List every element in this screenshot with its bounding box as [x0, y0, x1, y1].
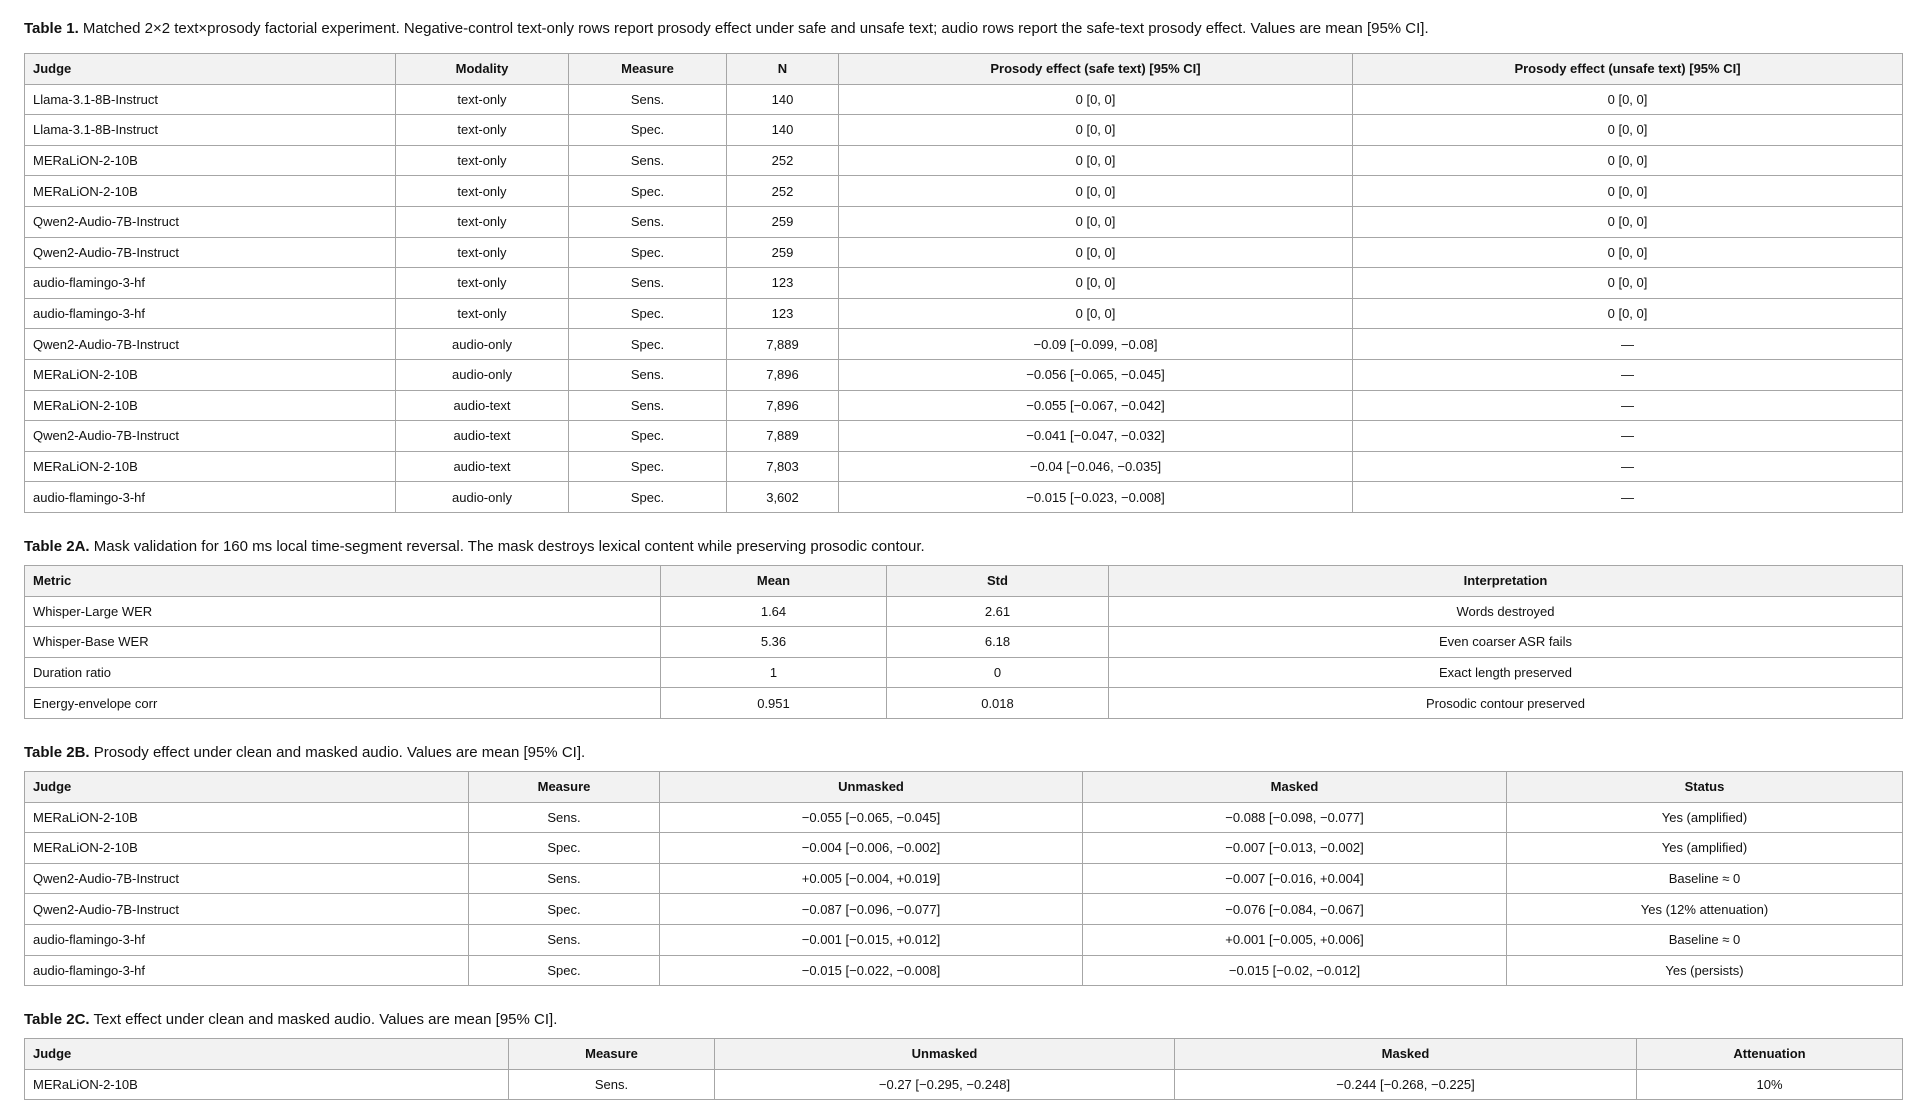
table-row — [25, 115, 1903, 146]
cell-measure: Spec. — [569, 237, 727, 268]
cell-unmasked: −0.27 [−0.295, −0.248] — [715, 1069, 1175, 1100]
header-judge: Judge — [25, 54, 396, 85]
table2b-header-row — [25, 772, 1903, 803]
table2b — [24, 771, 1903, 986]
cell-unmasked: −0.001 [−0.015, +0.012] — [660, 924, 1083, 955]
cell-judge: audio-flamingo-3-hf — [25, 924, 469, 955]
table-row — [25, 596, 1903, 627]
cell-measure: Spec. — [569, 115, 727, 146]
cell-judge: audio-flamingo-3-hf — [25, 298, 396, 329]
cell-modality: audio-text — [396, 451, 569, 482]
cell-n: 7,896 — [727, 390, 839, 421]
cell-n: 7,803 — [727, 451, 839, 482]
cell-modality: text-only — [396, 115, 569, 146]
cell-mean: 0.951 — [661, 688, 887, 719]
cell-metric: Whisper-Large WER — [25, 596, 661, 627]
cell-safe-effect: −0.041 [−0.047, −0.032] — [839, 421, 1353, 452]
cell-mean: 1 — [661, 657, 887, 688]
cell-n: 123 — [727, 268, 839, 299]
cell-measure: Sens. — [469, 924, 660, 955]
cell-measure: Spec. — [569, 298, 727, 329]
table2a-caption — [24, 538, 925, 556]
cell-measure: Sens. — [469, 802, 660, 833]
cell-masked: −0.244 [−0.268, −0.225] — [1175, 1069, 1637, 1100]
cell-metric: Energy-envelope corr — [25, 688, 661, 719]
table-row — [25, 84, 1903, 115]
cell-n: 7,889 — [727, 329, 839, 360]
cell-measure: Spec. — [569, 482, 727, 513]
table-row — [25, 894, 1903, 925]
cell-masked: −0.007 [−0.013, −0.002] — [1083, 833, 1507, 864]
cell-unsafe-effect: — — [1353, 359, 1903, 390]
cell-mean: 5.36 — [661, 627, 887, 658]
table-row — [25, 955, 1903, 986]
cell-std: 0 — [887, 657, 1109, 688]
table-row — [25, 359, 1903, 390]
cell-modality: text-only — [396, 237, 569, 268]
table-row — [25, 924, 1903, 955]
cell-interpretation: Prosodic contour preserved — [1109, 688, 1903, 719]
cell-attenuation: 10% — [1637, 1069, 1903, 1100]
cell-masked: −0.076 [−0.084, −0.067] — [1083, 894, 1507, 925]
cell-judge: MERaLiON-2-10B — [25, 145, 396, 176]
cell-measure: Sens. — [569, 206, 727, 237]
cell-judge: Qwen2-Audio-7B-Instruct — [25, 894, 469, 925]
cell-safe-effect: 0 [0, 0] — [839, 145, 1353, 176]
cell-safe-effect: 0 [0, 0] — [839, 298, 1353, 329]
cell-safe-effect: 0 [0, 0] — [839, 206, 1353, 237]
cell-judge: Llama-3.1-8B-Instruct — [25, 115, 396, 146]
cell-measure: Spec. — [569, 421, 727, 452]
cell-modality: audio-text — [396, 390, 569, 421]
table-row — [25, 802, 1903, 833]
table2c-caption-text: Text effect under clean and masked audio. Values are mean [95% CI]. — [89, 1011, 558, 1028]
cell-unsafe-effect: — — [1353, 451, 1903, 482]
cell-judge: MERaLiON-2-10B — [25, 390, 396, 421]
table2c — [24, 1038, 1903, 1100]
table2a-caption-text: Mask validation for 160 ms local time-segment reversal. The mask destroys lexical content while preserving prosodic contour. — [89, 538, 925, 555]
cell-unmasked: −0.004 [−0.006, −0.002] — [660, 833, 1083, 864]
cell-measure: Sens. — [509, 1069, 715, 1100]
cell-unsafe-effect: 0 [0, 0] — [1353, 84, 1903, 115]
cell-modality: text-only — [396, 176, 569, 207]
cell-modality: audio-only — [396, 482, 569, 513]
table2a — [24, 565, 1903, 719]
cell-n: 259 — [727, 206, 839, 237]
cell-unmasked: −0.055 [−0.065, −0.045] — [660, 802, 1083, 833]
table-row — [25, 1069, 1903, 1100]
table-row — [25, 145, 1903, 176]
table1-header-row — [25, 54, 1903, 85]
cell-n: 252 — [727, 145, 839, 176]
table2b-caption-text: Prosody effect under clean and masked audio. Values are mean [95% CI]. — [89, 744, 586, 761]
cell-interpretation: Exact length preserved — [1109, 657, 1903, 688]
header-unsafe-effect: Prosody effect (unsafe text) [95% CI] — [1353, 54, 1903, 85]
table-row — [25, 237, 1903, 268]
cell-metric: Whisper-Base WER — [25, 627, 661, 658]
cell-judge: Llama-3.1-8B-Instruct — [25, 84, 396, 115]
table1-caption — [24, 20, 1429, 38]
cell-safe-effect: −0.04 [−0.046, −0.035] — [839, 451, 1353, 482]
header-mean: Mean — [661, 566, 887, 597]
cell-unmasked: −0.087 [−0.096, −0.077] — [660, 894, 1083, 925]
cell-modality: text-only — [396, 145, 569, 176]
cell-unsafe-effect: 0 [0, 0] — [1353, 115, 1903, 146]
cell-judge: Qwen2-Audio-7B-Instruct — [25, 421, 396, 452]
cell-masked: +0.001 [−0.005, +0.006] — [1083, 924, 1507, 955]
cell-measure: Sens. — [569, 359, 727, 390]
cell-masked: −0.088 [−0.098, −0.077] — [1083, 802, 1507, 833]
cell-judge: MERaLiON-2-10B — [25, 359, 396, 390]
header-measure: Measure — [509, 1039, 715, 1070]
cell-judge: Qwen2-Audio-7B-Instruct — [25, 329, 396, 360]
cell-unmasked: +0.005 [−0.004, +0.019] — [660, 863, 1083, 894]
cell-unsafe-effect: — — [1353, 482, 1903, 513]
table-row — [25, 657, 1903, 688]
cell-unsafe-effect: — — [1353, 421, 1903, 452]
cell-unsafe-effect: 0 [0, 0] — [1353, 176, 1903, 207]
cell-modality: audio-only — [396, 359, 569, 390]
cell-unsafe-effect: 0 [0, 0] — [1353, 237, 1903, 268]
header-masked: Masked — [1083, 772, 1507, 803]
header-judge: Judge — [25, 772, 469, 803]
cell-safe-effect: 0 [0, 0] — [839, 237, 1353, 268]
cell-status: Yes (amplified) — [1507, 802, 1903, 833]
cell-safe-effect: 0 [0, 0] — [839, 268, 1353, 299]
cell-judge: MERaLiON-2-10B — [25, 451, 396, 482]
cell-judge: MERaLiON-2-10B — [25, 833, 469, 864]
cell-modality: text-only — [396, 298, 569, 329]
cell-status: Yes (12% attenuation) — [1507, 894, 1903, 925]
cell-status: Yes (persists) — [1507, 955, 1903, 986]
cell-measure: Sens. — [569, 84, 727, 115]
table2a-header-row — [25, 566, 1903, 597]
cell-judge: audio-flamingo-3-hf — [25, 482, 396, 513]
cell-measure: Spec. — [569, 451, 727, 482]
header-status: Status — [1507, 772, 1903, 803]
header-metric: Metric — [25, 566, 661, 597]
cell-measure: Sens. — [469, 863, 660, 894]
cell-safe-effect: −0.055 [−0.067, −0.042] — [839, 390, 1353, 421]
cell-safe-effect: 0 [0, 0] — [839, 84, 1353, 115]
cell-status: Baseline ≈ 0 — [1507, 924, 1903, 955]
header-std: Std — [887, 566, 1109, 597]
cell-n: 3,602 — [727, 482, 839, 513]
cell-metric: Duration ratio — [25, 657, 661, 688]
cell-unsafe-effect: 0 [0, 0] — [1353, 298, 1903, 329]
cell-judge: Qwen2-Audio-7B-Instruct — [25, 237, 396, 268]
cell-unsafe-effect: — — [1353, 390, 1903, 421]
header-n: N — [727, 54, 839, 85]
cell-judge: MERaLiON-2-10B — [25, 176, 396, 207]
cell-judge: Qwen2-Audio-7B-Instruct — [25, 206, 396, 237]
cell-unmasked: −0.015 [−0.022, −0.008] — [660, 955, 1083, 986]
cell-modality: text-only — [396, 84, 569, 115]
cell-std: 2.61 — [887, 596, 1109, 627]
table-row — [25, 863, 1903, 894]
header-unmasked: Unmasked — [715, 1039, 1175, 1070]
table1 — [24, 53, 1903, 513]
cell-mean: 1.64 — [661, 596, 887, 627]
table2b-label: Table 2B. — [24, 744, 90, 761]
cell-n: 252 — [727, 176, 839, 207]
cell-n: 259 — [727, 237, 839, 268]
table1-label: Table 1. — [24, 20, 79, 37]
cell-n: 123 — [727, 298, 839, 329]
table-row — [25, 206, 1903, 237]
cell-interpretation: Words destroyed — [1109, 596, 1903, 627]
table-row — [25, 451, 1903, 482]
cell-modality: audio-text — [396, 421, 569, 452]
table-row — [25, 627, 1903, 658]
cell-std: 6.18 — [887, 627, 1109, 658]
header-interpretation: Interpretation — [1109, 566, 1903, 597]
cell-safe-effect: −0.015 [−0.023, −0.008] — [839, 482, 1353, 513]
cell-measure: Spec. — [469, 955, 660, 986]
table-row — [25, 390, 1903, 421]
cell-unsafe-effect: 0 [0, 0] — [1353, 268, 1903, 299]
cell-safe-effect: 0 [0, 0] — [839, 115, 1353, 146]
header-measure: Measure — [469, 772, 660, 803]
table-row — [25, 176, 1903, 207]
cell-safe-effect: −0.056 [−0.065, −0.045] — [839, 359, 1353, 390]
table-row — [25, 833, 1903, 864]
cell-measure: Spec. — [569, 176, 727, 207]
cell-interpretation: Even coarser ASR fails — [1109, 627, 1903, 658]
cell-masked: −0.007 [−0.016, +0.004] — [1083, 863, 1507, 894]
header-modality: Modality — [396, 54, 569, 85]
cell-measure: Spec. — [469, 833, 660, 864]
cell-unsafe-effect: 0 [0, 0] — [1353, 145, 1903, 176]
table2c-label: Table 2C. — [24, 1011, 90, 1028]
cell-measure: Sens. — [569, 390, 727, 421]
cell-judge: MERaLiON-2-10B — [25, 1069, 509, 1100]
header-judge: Judge — [25, 1039, 509, 1070]
table2c-caption — [24, 1011, 557, 1029]
cell-judge: audio-flamingo-3-hf — [25, 955, 469, 986]
table1-caption-text: Matched 2×2 text×prosody factorial experiment. Negative-control text-only rows report prosody effect under safe and unsafe text; audio rows report the safe-text prosody effect. Values are mean [95% CI]. — [78, 20, 1429, 37]
cell-n: 140 — [727, 84, 839, 115]
cell-n: 7,889 — [727, 421, 839, 452]
table-row — [25, 482, 1903, 513]
cell-modality: text-only — [396, 206, 569, 237]
header-masked: Masked — [1175, 1039, 1637, 1070]
cell-modality: text-only — [396, 268, 569, 299]
cell-n: 140 — [727, 115, 839, 146]
cell-status: Yes (amplified) — [1507, 833, 1903, 864]
table-row — [25, 268, 1903, 299]
cell-std: 0.018 — [887, 688, 1109, 719]
table-row — [25, 329, 1903, 360]
cell-safe-effect: 0 [0, 0] — [839, 176, 1353, 207]
cell-unsafe-effect: — — [1353, 329, 1903, 360]
table-row — [25, 688, 1903, 719]
header-unmasked: Unmasked — [660, 772, 1083, 803]
header-safe-effect: Prosody effect (safe text) [95% CI] — [839, 54, 1353, 85]
cell-measure: Sens. — [569, 268, 727, 299]
header-measure: Measure — [569, 54, 727, 85]
table2b-caption — [24, 744, 585, 762]
table2a-label: Table 2A. — [24, 538, 90, 555]
cell-status: Baseline ≈ 0 — [1507, 863, 1903, 894]
cell-measure: Sens. — [569, 145, 727, 176]
table-row — [25, 421, 1903, 452]
header-attenuation: Attenuation — [1637, 1039, 1903, 1070]
cell-measure: Spec. — [569, 329, 727, 360]
cell-judge: MERaLiON-2-10B — [25, 802, 469, 833]
cell-masked: −0.015 [−0.02, −0.012] — [1083, 955, 1507, 986]
cell-safe-effect: −0.09 [−0.099, −0.08] — [839, 329, 1353, 360]
cell-modality: audio-only — [396, 329, 569, 360]
cell-judge: Qwen2-Audio-7B-Instruct — [25, 863, 469, 894]
cell-unsafe-effect: 0 [0, 0] — [1353, 206, 1903, 237]
cell-n: 7,896 — [727, 359, 839, 390]
table2c-header-row — [25, 1039, 1903, 1070]
table-row — [25, 298, 1903, 329]
cell-measure: Spec. — [469, 894, 660, 925]
cell-judge: audio-flamingo-3-hf — [25, 268, 396, 299]
